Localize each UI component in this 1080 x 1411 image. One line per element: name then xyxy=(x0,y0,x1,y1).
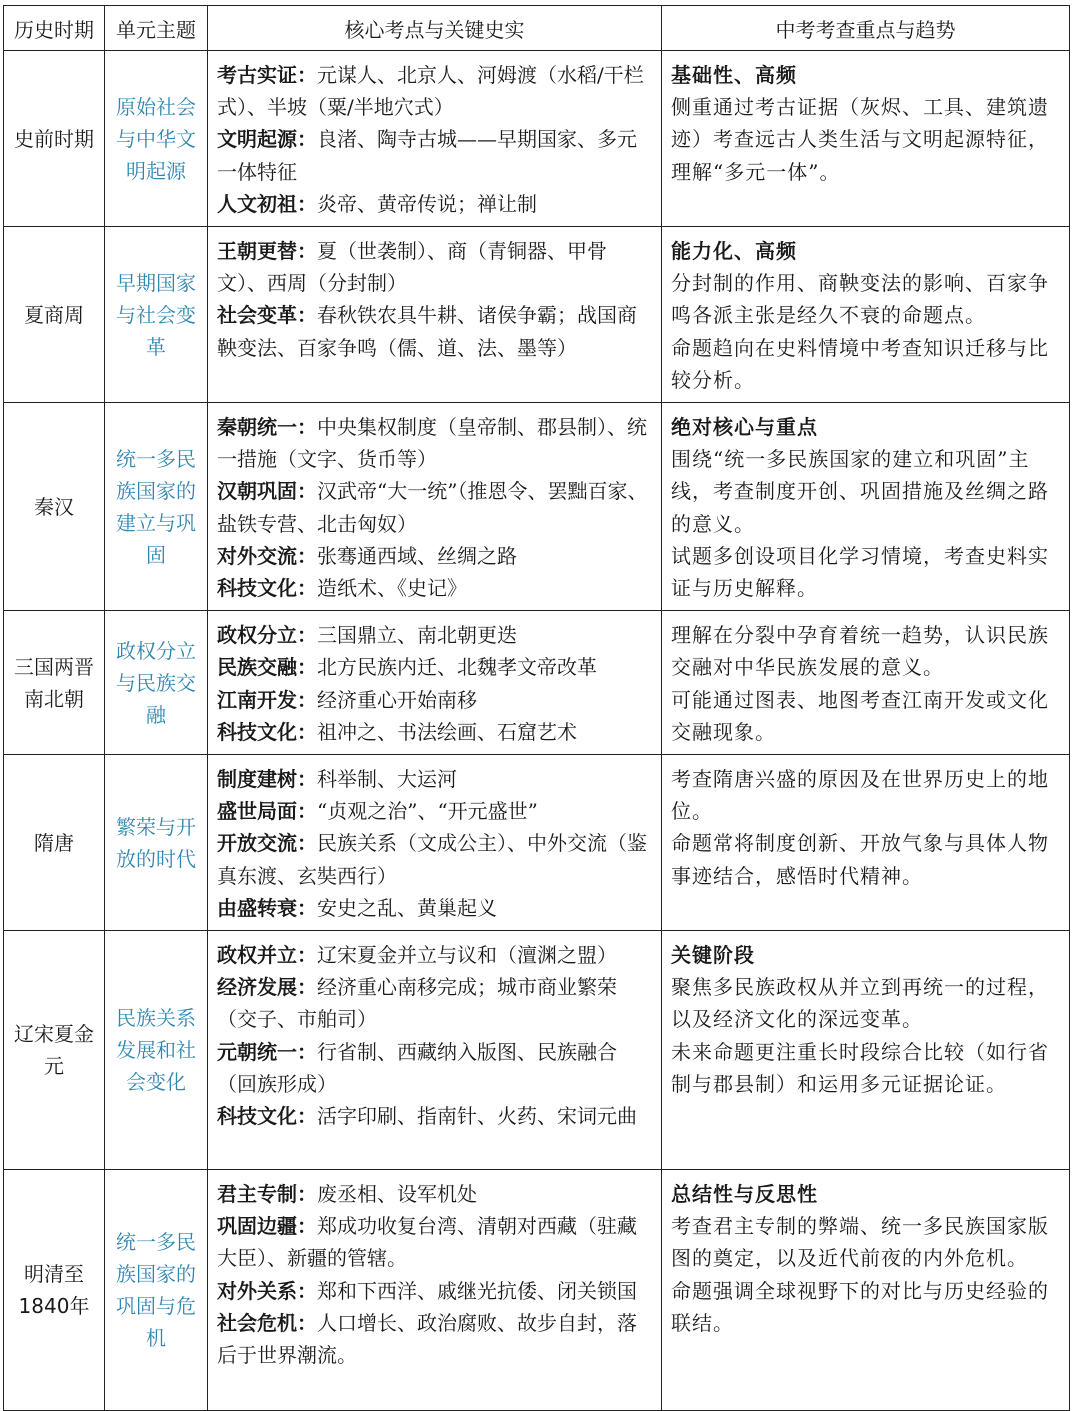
core-points-cell xyxy=(208,227,662,403)
core-points-cell xyxy=(208,51,662,227)
core-points-cell xyxy=(208,403,662,611)
history-exam-table xyxy=(3,5,1070,1411)
trend-paragraph: 聚焦多民族政权从并立到再统一的过程，以及经济文化的深远变革。 xyxy=(671,975,1049,1032)
core-point-text: 人口增长、政治腐败、故步自封，落后于世界潮流。 xyxy=(217,1310,637,1368)
theme-cell xyxy=(105,1170,208,1411)
core-point-label: 王朝更替： xyxy=(217,239,317,264)
header-row xyxy=(4,6,1070,51)
trend-paragraph: 围绕“统一多民族国家的建立和巩固”主线，考查制度开创、巩固措施及丝绸之路的意义。 xyxy=(671,447,1049,536)
core-point xyxy=(217,188,653,220)
core-point-text: 张骞通西域、丝绸之路 xyxy=(317,543,517,568)
core-point xyxy=(217,1100,653,1132)
core-point-label: 科技文化： xyxy=(217,1104,317,1129)
core-point xyxy=(217,475,653,539)
table-row xyxy=(4,1170,1070,1411)
period-cell xyxy=(4,1170,105,1411)
core-point-label: 对外关系： xyxy=(217,1278,317,1303)
core-point-text: 造纸术、《史记》 xyxy=(317,576,467,601)
core-point-text: 北方民族内迁、北魏孝文帝改革 xyxy=(317,655,597,680)
trend-heading: 能力化、高频 xyxy=(671,239,797,264)
header-core: 核心考点与关键史实 xyxy=(208,6,662,51)
core-point xyxy=(217,572,653,604)
table-row xyxy=(4,611,1070,755)
core-point xyxy=(217,540,653,572)
core-points-cell xyxy=(208,1170,662,1411)
core-point-label: 社会变革： xyxy=(217,303,317,328)
core-point-text: 辽宋夏金并立与议和（澶渊之盟） xyxy=(317,943,617,968)
trend-paragraph: 命题常将制度创新、开放气象与具体人物事迹结合，感悟时代精神。 xyxy=(671,831,1049,888)
core-point-label: 开放交流： xyxy=(217,831,317,856)
trend-paragraph: 考查君主专制的弊端、统一多民族国家版图的奠定，以及近代前夜的内外危机。 xyxy=(671,1214,1049,1271)
core-point-label: 文明起源： xyxy=(217,127,317,152)
period-text: 史前时期 xyxy=(14,126,94,151)
core-point-label: 秦朝统一： xyxy=(217,415,317,440)
period-cell xyxy=(4,611,105,755)
core-point-text: “贞观之治”、“开元盛世” xyxy=(317,799,538,824)
core-point-text: 郑和下西洋、戚继光抗倭、闭关锁国 xyxy=(317,1278,637,1303)
core-point-text: 春秋铁农具牛耕、诸侯争霸；战国商鞅变法、百家争鸣（儒、道、法、墨等） xyxy=(217,303,637,360)
trend-paragraph: 考查隋唐兴盛的原因及在世界历史上的地位。 xyxy=(671,767,1049,824)
theme-cell xyxy=(105,755,208,931)
core-point-text: 民族关系（文成公主）、中外交流（鉴真东渡、玄奘西行） xyxy=(217,831,647,888)
core-points-cell xyxy=(208,611,662,755)
period-text: 秦汉 xyxy=(34,494,74,519)
core-point-label: 元朝统一： xyxy=(217,1039,317,1064)
trend-paragraph: 未来命题更注重长时段综合比较（如行省制与郡县制）和运用多元证据论证。 xyxy=(671,1039,1049,1096)
core-point-text: 祖冲之、书法绘画、石窟艺术 xyxy=(317,719,577,744)
core-point-label: 盛世局面： xyxy=(217,799,317,824)
period-cell xyxy=(4,755,105,931)
period-cell xyxy=(4,51,105,227)
core-point-label: 巩固边疆： xyxy=(217,1214,317,1239)
trend-heading: 总结性与反思性 xyxy=(671,1182,818,1207)
core-point xyxy=(217,411,653,475)
core-point xyxy=(217,1210,653,1274)
period-text: 明清至1840年 xyxy=(18,1262,90,1319)
trend-paragraph: 命题强调全球视野下的对比与历史经验的联结。 xyxy=(671,1278,1049,1335)
header-trend: 中考考查重点与趋势 xyxy=(662,6,1070,51)
period-text: 辽宋夏金元 xyxy=(14,1022,94,1079)
core-point xyxy=(217,123,653,187)
core-point xyxy=(217,892,653,924)
period-text: 夏商周 xyxy=(24,302,84,327)
period-text: 三国两晋南北朝 xyxy=(14,654,94,711)
trend-heading: 基础性、高频 xyxy=(671,63,797,87)
theme-text: 繁荣与开放的时代 xyxy=(116,814,196,871)
trend-paragraph: 侧重通过考古证据（灰烬、工具、建筑遗迹）考查远古人类生活与文明起源特征，理解“多元一体”。 xyxy=(671,95,1049,184)
theme-text: 政权分立与民族交融 xyxy=(116,638,196,727)
table-body xyxy=(4,51,1070,1411)
core-point xyxy=(217,235,653,299)
core-point xyxy=(217,684,653,716)
trend-cell xyxy=(662,227,1070,403)
theme-text: 民族关系发展和社会变化 xyxy=(116,1006,196,1095)
core-point xyxy=(217,299,653,363)
core-point xyxy=(217,716,653,748)
trend-cell xyxy=(662,755,1070,931)
core-point-text: 汉武帝“大一统”（推恩令、罢黜百家、盐铁专营、北击匈奴） xyxy=(217,479,648,536)
theme-cell xyxy=(105,51,208,227)
core-point-text: 科举制、大运河 xyxy=(317,767,457,792)
core-point xyxy=(217,619,653,651)
core-point xyxy=(217,971,653,1035)
core-point xyxy=(217,59,653,123)
core-point-label: 考古实证： xyxy=(217,63,317,87)
core-point-label: 由盛转衰： xyxy=(217,895,317,920)
core-point-text: 夏（世袭制）、商（青铜器、甲骨文）、西周（分封制） xyxy=(217,239,607,296)
core-point xyxy=(217,1307,653,1371)
theme-text: 统一多民族国家的建立与巩固 xyxy=(116,446,196,567)
core-point-text: 中央集权制度（皇帝制、郡县制）、统一措施（文字、货币等） xyxy=(217,415,647,472)
core-point xyxy=(217,651,653,683)
core-point xyxy=(217,795,653,827)
trend-paragraph: 可能通过图表、地图考查江南开发或文化交融现象。 xyxy=(671,687,1049,744)
core-point-label: 汉朝巩固： xyxy=(217,479,317,504)
core-point-text: 良渚、陶寺古城——早期国家、多元一体特征 xyxy=(217,127,637,184)
core-point xyxy=(217,939,653,971)
core-point-label: 江南开发： xyxy=(217,687,317,712)
trend-heading: 关键阶段 xyxy=(671,943,755,968)
table-row xyxy=(4,51,1070,227)
table-row xyxy=(4,403,1070,611)
core-point-label: 政权分立： xyxy=(217,623,317,648)
core-points-cell xyxy=(208,755,662,931)
core-points-cell xyxy=(208,931,662,1170)
core-point-text: 郑成功收复台湾、清朝对西藏（驻藏大臣）、新疆的管辖。 xyxy=(217,1214,637,1271)
header-theme: 单元主题 xyxy=(105,6,208,51)
trend-cell xyxy=(662,51,1070,227)
core-point-text: 炎帝、黄帝传说；禅让制 xyxy=(317,191,537,216)
core-point xyxy=(217,1275,653,1307)
core-point-label: 经济发展： xyxy=(217,975,317,1000)
core-point-text: 安史之乱、黄巢起义 xyxy=(317,895,497,920)
core-point-label: 对外交流： xyxy=(217,543,317,568)
period-cell xyxy=(4,403,105,611)
table-row xyxy=(4,755,1070,931)
trend-paragraph: 分封制的作用、商鞅变法的影响、百家争鸣各派主张是经久不衰的命题点。 xyxy=(671,271,1049,328)
core-point-label: 科技文化： xyxy=(217,576,317,601)
trend-cell xyxy=(662,403,1070,611)
core-point-text: 废丞相、设军机处 xyxy=(317,1182,477,1207)
theme-text: 早期国家与社会变革 xyxy=(116,270,196,359)
trend-cell xyxy=(662,1170,1070,1411)
theme-text: 统一多民族国家的巩固与危机 xyxy=(116,1230,196,1351)
core-point-text: 三国鼎立、南北朝更迭 xyxy=(317,623,517,648)
trend-paragraph: 命题趋向在史料情境中考查知识迁移与比较分析。 xyxy=(671,335,1049,392)
period-text: 隋唐 xyxy=(34,830,74,855)
trend-paragraph: 理解在分裂中孕育着统一趋势，认识民族交融对中华民族发展的意义。 xyxy=(671,623,1049,680)
core-point-label: 君主专制： xyxy=(217,1182,317,1207)
core-point-label: 民族交融： xyxy=(217,655,317,680)
trend-paragraph: 试题多创设项目化学习情境，考查史料实证与历史解释。 xyxy=(671,543,1049,601)
core-point-text: 经济重心开始南移 xyxy=(317,687,477,712)
trend-cell xyxy=(662,931,1070,1170)
core-point xyxy=(217,827,653,891)
table-row xyxy=(4,931,1070,1170)
core-point xyxy=(217,763,653,795)
core-point-label: 科技文化： xyxy=(217,719,317,744)
theme-cell xyxy=(105,227,208,403)
theme-text: 原始社会与中华文明起源 xyxy=(116,94,196,183)
core-point-text: 行省制、西藏纳入版图、民族融合（回族形成） xyxy=(217,1039,617,1096)
core-point xyxy=(217,1036,653,1100)
theme-cell xyxy=(105,403,208,611)
period-cell xyxy=(4,931,105,1170)
trend-heading: 绝对核心与重点 xyxy=(671,415,818,440)
header-period: 历史时期 xyxy=(4,6,105,51)
theme-cell xyxy=(105,611,208,755)
trend-cell xyxy=(662,611,1070,755)
core-point-label: 社会危机： xyxy=(217,1310,317,1335)
core-point-label: 制度建树： xyxy=(217,767,317,792)
core-point-text: 元谋人、北京人、河姆渡（水稻/干栏式）、半坡（粟/半地穴式） xyxy=(217,63,644,120)
core-point-label: 政权并立： xyxy=(217,943,317,968)
core-point-text: 经济重心南移完成；城市商业繁荣（交子、市舶司） xyxy=(217,975,617,1032)
core-point-label: 人文初祖： xyxy=(217,191,317,216)
core-point xyxy=(217,1178,653,1210)
theme-cell xyxy=(105,931,208,1170)
period-cell xyxy=(4,227,105,403)
table-row xyxy=(4,227,1070,403)
core-point-text: 活字印刷、指南针、火药、宋词元曲 xyxy=(317,1104,637,1129)
